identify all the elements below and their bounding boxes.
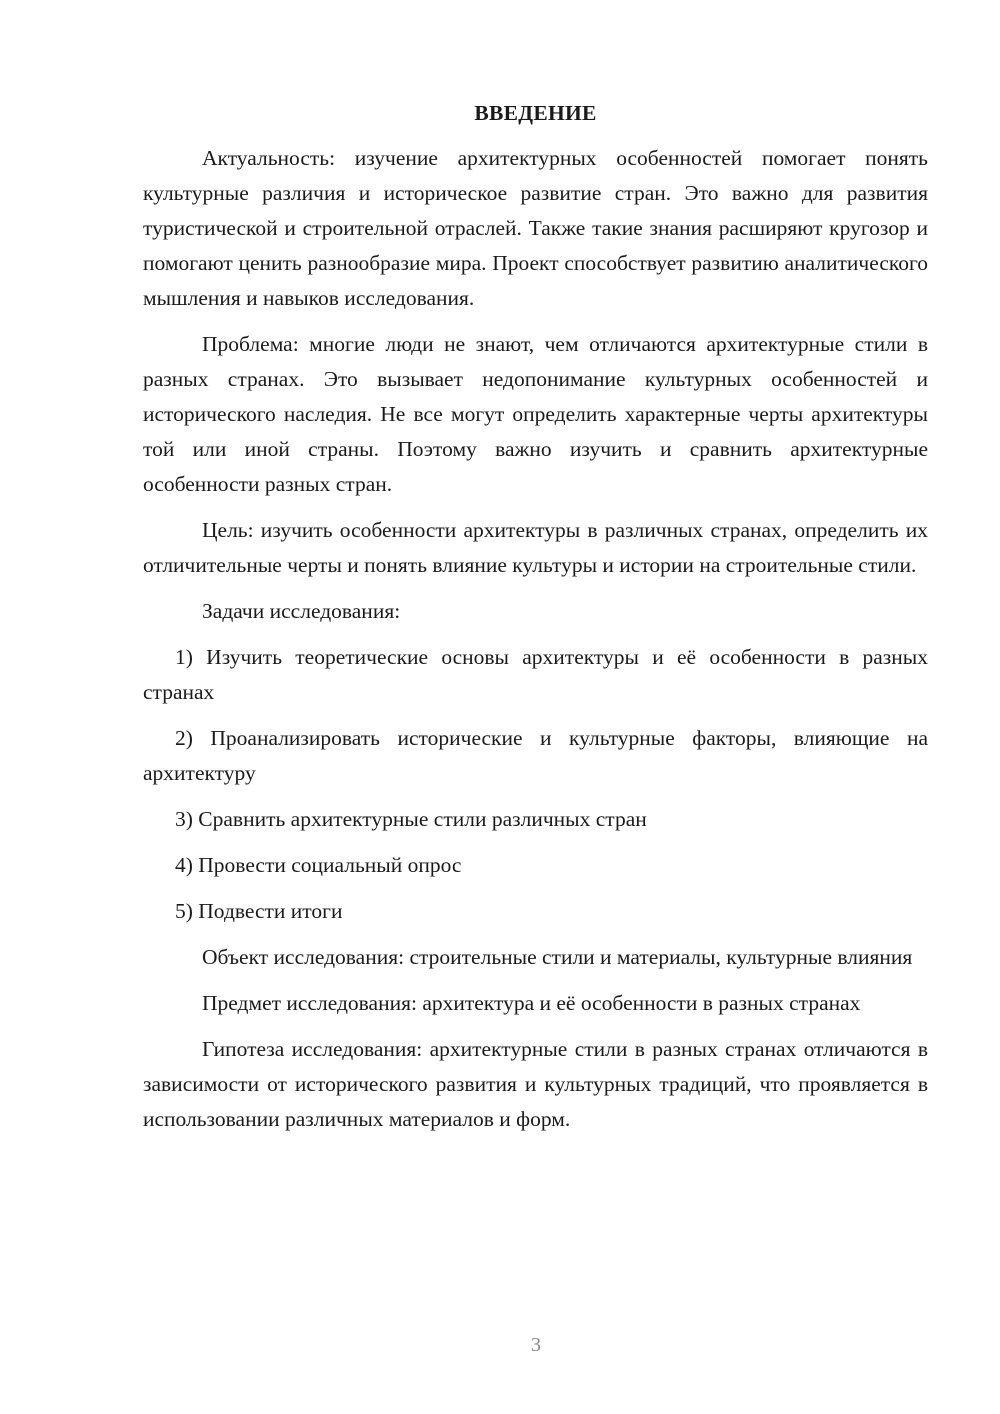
task-item-4: 4) Провести социальный опрос <box>175 853 462 877</box>
section-heading: ВВЕДЕНИЕ <box>474 101 597 125</box>
task-item-5: 5) Подвести итоги <box>175 899 343 923</box>
goal-paragraph: Цель: изучить особенности архитектуры в различных странах, определить их отличительные черты и понять влияние культуры и истории на строительные стили. <box>143 518 928 577</box>
task-item-3: 3) Сравнить архитектурные стили различных стран <box>175 807 647 831</box>
task-item-2: 2) Проанализировать исторические и культурные факторы, влияющие на архитектуру <box>143 726 928 785</box>
page-number: 3 <box>531 1334 541 1356</box>
hypothesis-paragraph: Гипотеза исследования: архитектурные стили в разных странах отличаются в зависимости от исторического развития и культурных традиций, что проявляется в использовании различных материалов и форм. <box>143 1037 928 1131</box>
relevance-paragraph: Актуальность: изучение архитектурных особенностей помогает понять культурные различия и историческое развитие стран. Это важно для развития туристической и строительной отраслей. Также такие знания расширяют кругозор и помогают ценить разнообразие мира. Проект способствует развитию аналитического мышления и навыков исследования. <box>143 146 928 310</box>
subject-paragraph: Предмет исследования: архитектура и её особенности в разных странах <box>202 991 861 1015</box>
tasks-title: Задачи исследования: <box>202 599 401 623</box>
problem-paragraph: Проблема: многие люди не знают, чем отличаются архитектурные стили в разных странах. Это вызывает недопонимание культурных особенностей и исторического наследия. Не все могут определить характерные черты архитектуры той или иной страны. Поэтому важно изучить и сравнить архитектурные особенности разных стран. <box>143 332 928 496</box>
document-page <box>143 96 928 1148</box>
task-item-1: 1) Изучить теоретические основы архитектуры и её особенности в разных странах <box>143 645 928 704</box>
object-paragraph: Объект исследования: строительные стили и материалы, культурные влияния <box>202 945 913 969</box>
